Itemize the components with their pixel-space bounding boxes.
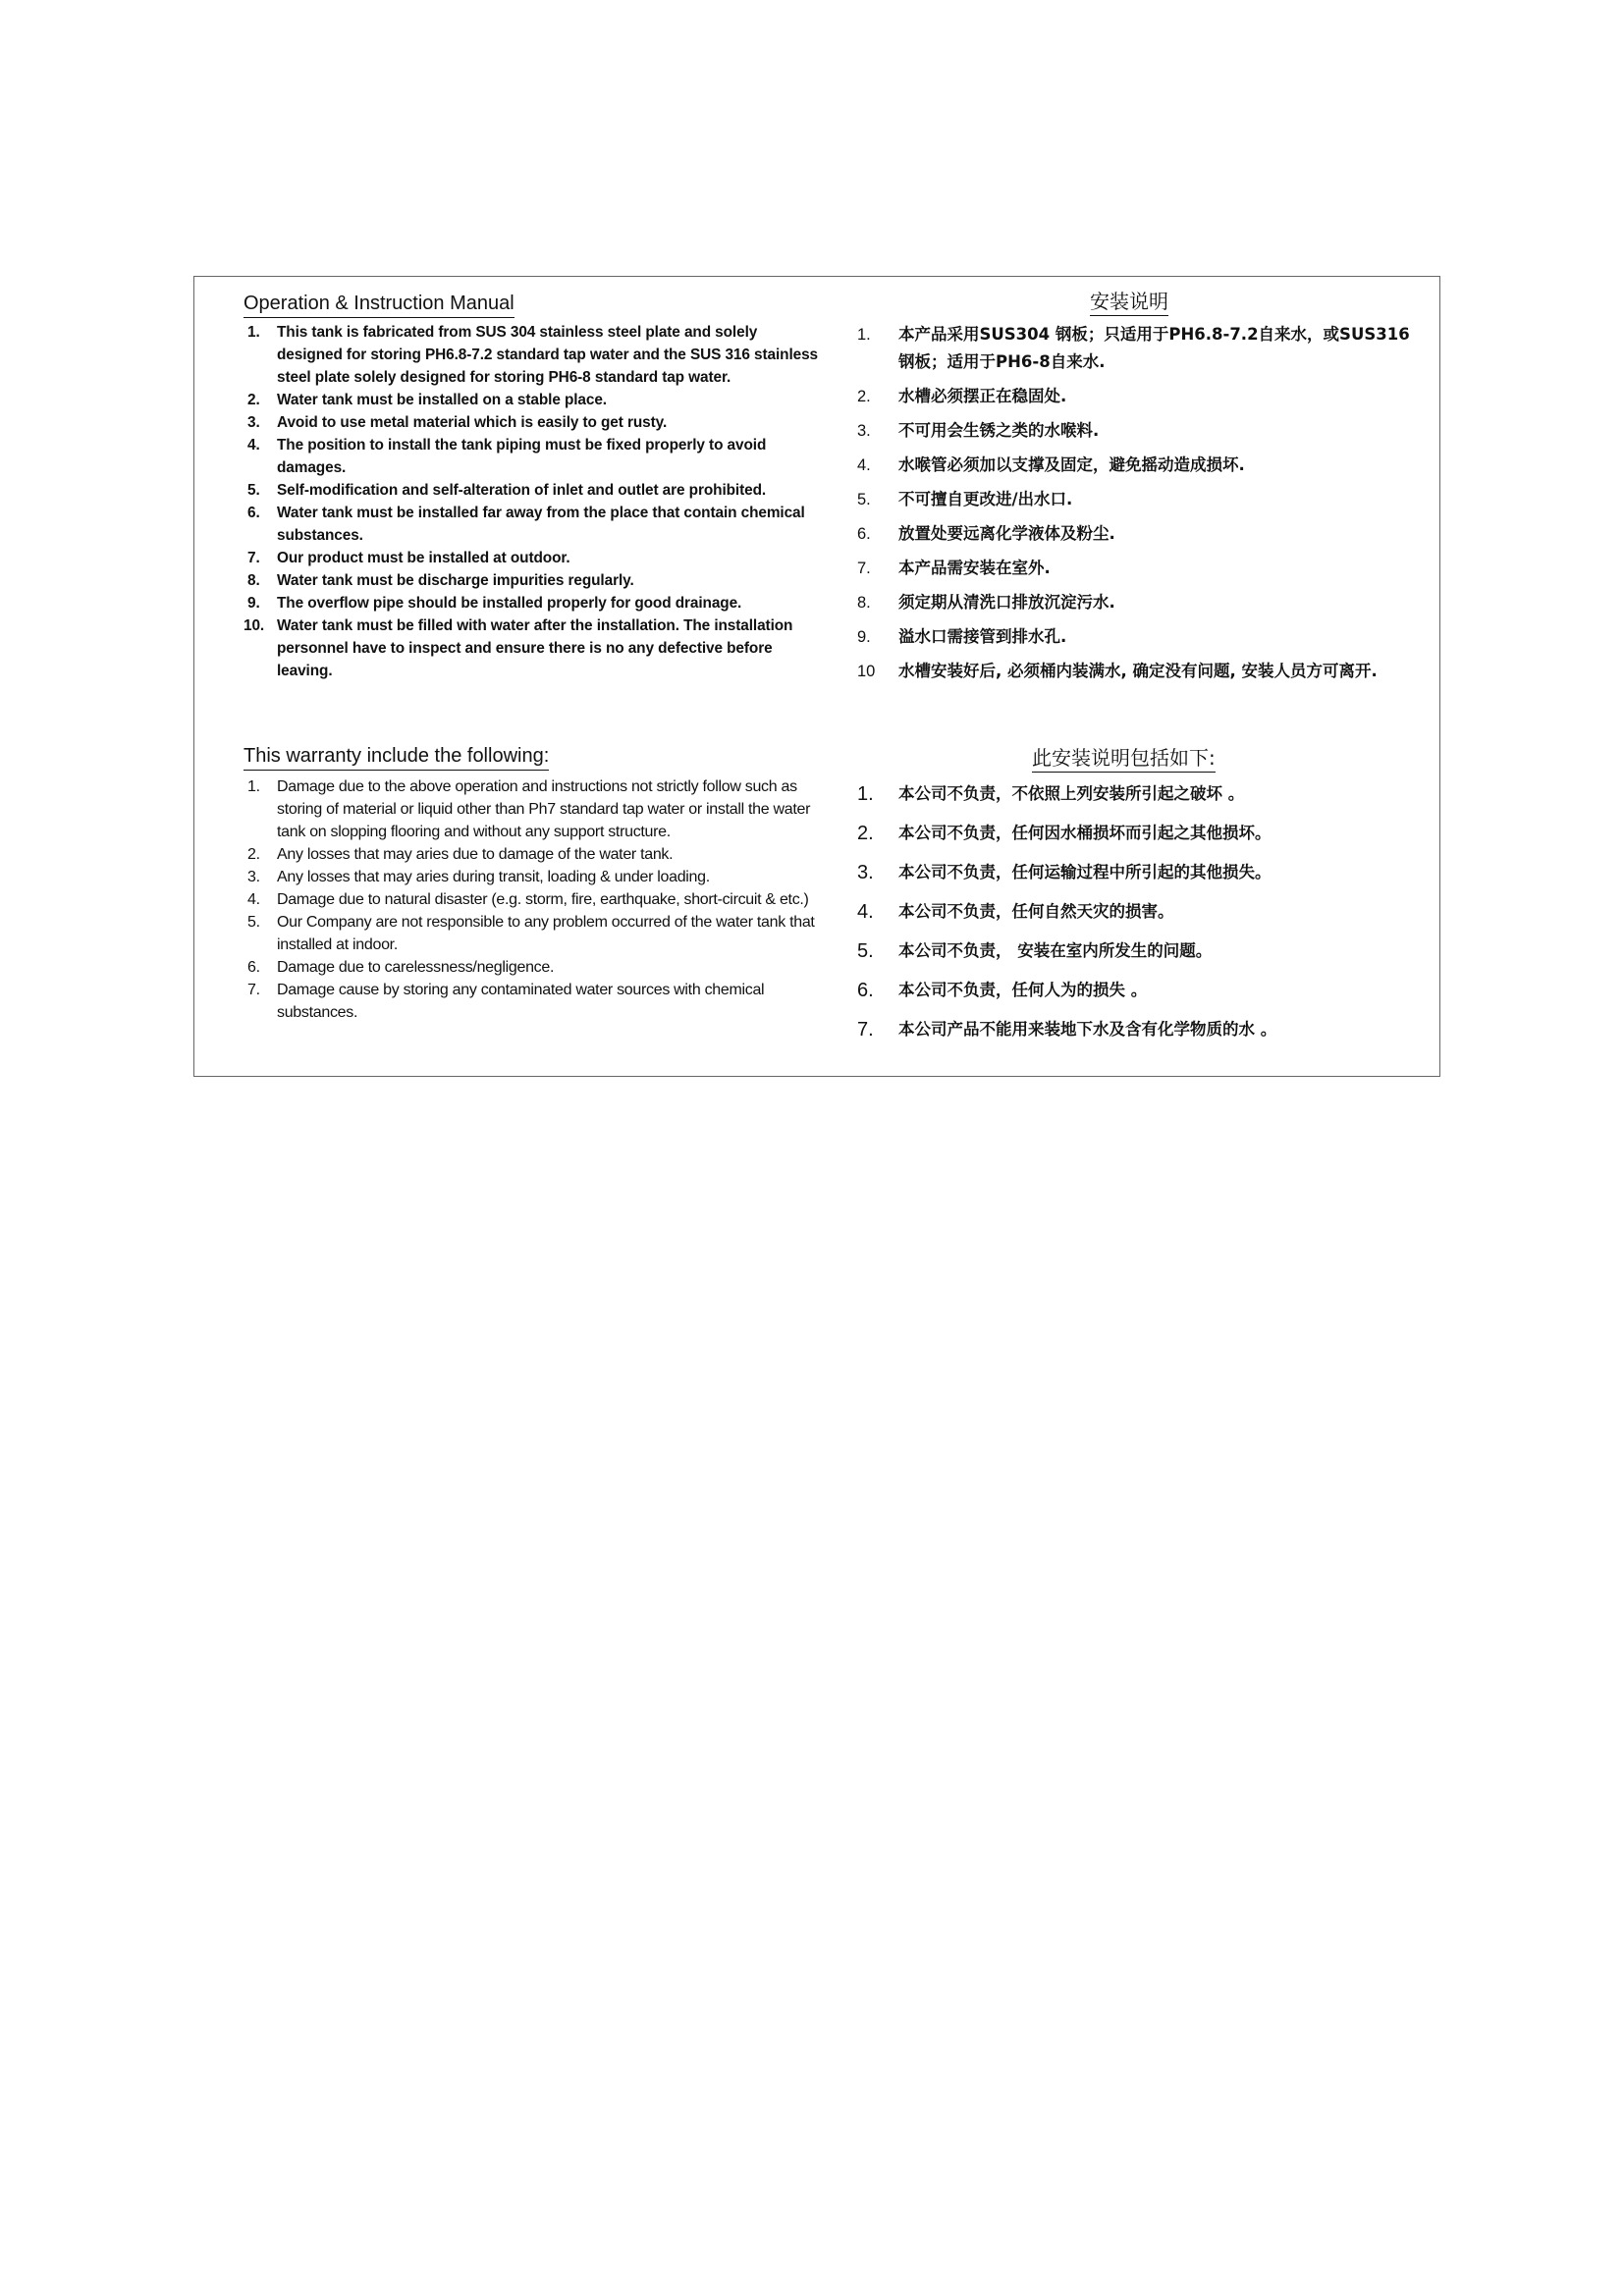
instruction-sheet bbox=[193, 276, 1440, 1077]
list-item: 7. 本公司产品不能用来装地下水及含有化学物质的水 。 bbox=[857, 1019, 1277, 1041]
list-item: 3. 本公司不负责，任何运输过程中所引起的其他损失。 bbox=[857, 862, 1272, 883]
list-item: 5. Self-modification and self-alteration of inlet and outlet are prohibited. bbox=[247, 482, 767, 499]
list-item: 9. 溢水口需接管到排水孔. bbox=[857, 627, 1067, 646]
manual-list-zh bbox=[857, 321, 1417, 692]
list-item: 4. 本公司不负责，任何自然天灾的损害。 bbox=[857, 901, 1174, 923]
list-item: 9. The overflow pipe should be installed properly for good drainage. bbox=[247, 595, 742, 612]
list-item: 8. 须定期从清洗口排放沉淀污水. bbox=[857, 593, 1115, 612]
list-item: 3. Avoid to use metal material which is easily to get rusty. bbox=[247, 414, 668, 431]
list-item: 4. The position to install the tank piping must be fixed properly to avoid damages. bbox=[247, 437, 767, 476]
warranty-title-zh: 此安装说明包括如下: bbox=[1032, 746, 1216, 773]
list-item: 3. Any losses that may aries during transit, loading & under loading. bbox=[247, 869, 710, 885]
list-item: 6. Water tank must be installed far away from the place that contain chemical substances. bbox=[247, 505, 805, 544]
list-item: 2. Any losses that may aries due to damage of the water tank. bbox=[247, 846, 674, 863]
list-item: 1. 本产品采用SUS304 钢板；只适用于PH6.8-7.2自来水，或SUS316钢板；适用于PH6-8自来水. bbox=[857, 325, 1410, 371]
list-item: 10 水槽安装好后, 必须桶内装满水, 确定没有问题, 安装人员方可离开. bbox=[857, 662, 1378, 680]
list-item: 5. Our Company are not responsible to any problem occurred of the water tank that installed at indoor. bbox=[247, 914, 815, 953]
list-item: 1. Damage due to the above operation and instructions not strictly follow such as storing of material or liquid other than Ph7 standard tap water or install the water tank on slopping flooring and without any support structure. bbox=[247, 778, 811, 840]
list-item: 6. 本公司不负责，任何人为的损失 。 bbox=[857, 980, 1148, 1001]
manual-list-en bbox=[244, 321, 825, 682]
list-item: 2. 本公司不负责，任何因水桶损坏而引起之其他损坏。 bbox=[857, 823, 1272, 844]
list-item: 7. Our product must be installed at outdoor. bbox=[247, 550, 570, 566]
list-item: 4. 水喉管必须加以支撑及固定，避免摇动造成损坏. bbox=[857, 455, 1245, 474]
warranty-list-en bbox=[244, 775, 825, 1024]
warranty-list-zh bbox=[857, 780, 1417, 1055]
list-item: 6. Damage due to carelessness/negligence. bbox=[247, 959, 555, 976]
manual-title-zh: 安装说明 bbox=[1090, 290, 1168, 316]
list-item: 2. 水槽必须摆正在稳固处. bbox=[857, 387, 1067, 405]
list-item: 6. 放置处要远离化学液体及粉尘. bbox=[857, 524, 1115, 543]
list-item: 2. Water tank must be installed on a stable place. bbox=[247, 392, 607, 408]
list-item: 1. This tank is fabricated from SUS 304 stainless steel plate and solely designed for storing PH6.8-7.2 standard tap water and the SUS 316 stainless steel plate solely designed for storing PH6-8 standard tap water. bbox=[247, 324, 818, 386]
list-item: 5. 不可擅自更改进/出水口. bbox=[857, 490, 1073, 508]
warranty-title-en: This warranty include the following: bbox=[244, 744, 549, 771]
list-item: 7. 本产品需安装在室外. bbox=[857, 559, 1051, 577]
list-item: 1. 本公司不负责，不依照上列安装所引起之破坏 。 bbox=[857, 783, 1245, 805]
list-item: 3. 不可用会生锈之类的水喉料. bbox=[857, 421, 1100, 440]
list-item: 8. Water tank must be discharge impurities regularly. bbox=[247, 572, 634, 589]
list-item: 4. Damage due to natural disaster (e.g. storm, fire, earthquake, short-circuit & etc.) bbox=[247, 891, 809, 908]
manual-title-en: Operation & Instruction Manual bbox=[244, 292, 514, 318]
list-item: 5. 本公司不负责， 安装在室内所发生的问题。 bbox=[857, 940, 1213, 962]
list-item: 10. Water tank must be filled with water after the installation. The installation personnel have to inspect and ensure there is no any defective before leaving. bbox=[244, 617, 793, 679]
list-item: 7. Damage cause by storing any contaminated water sources with chemical substances. bbox=[247, 982, 765, 1021]
